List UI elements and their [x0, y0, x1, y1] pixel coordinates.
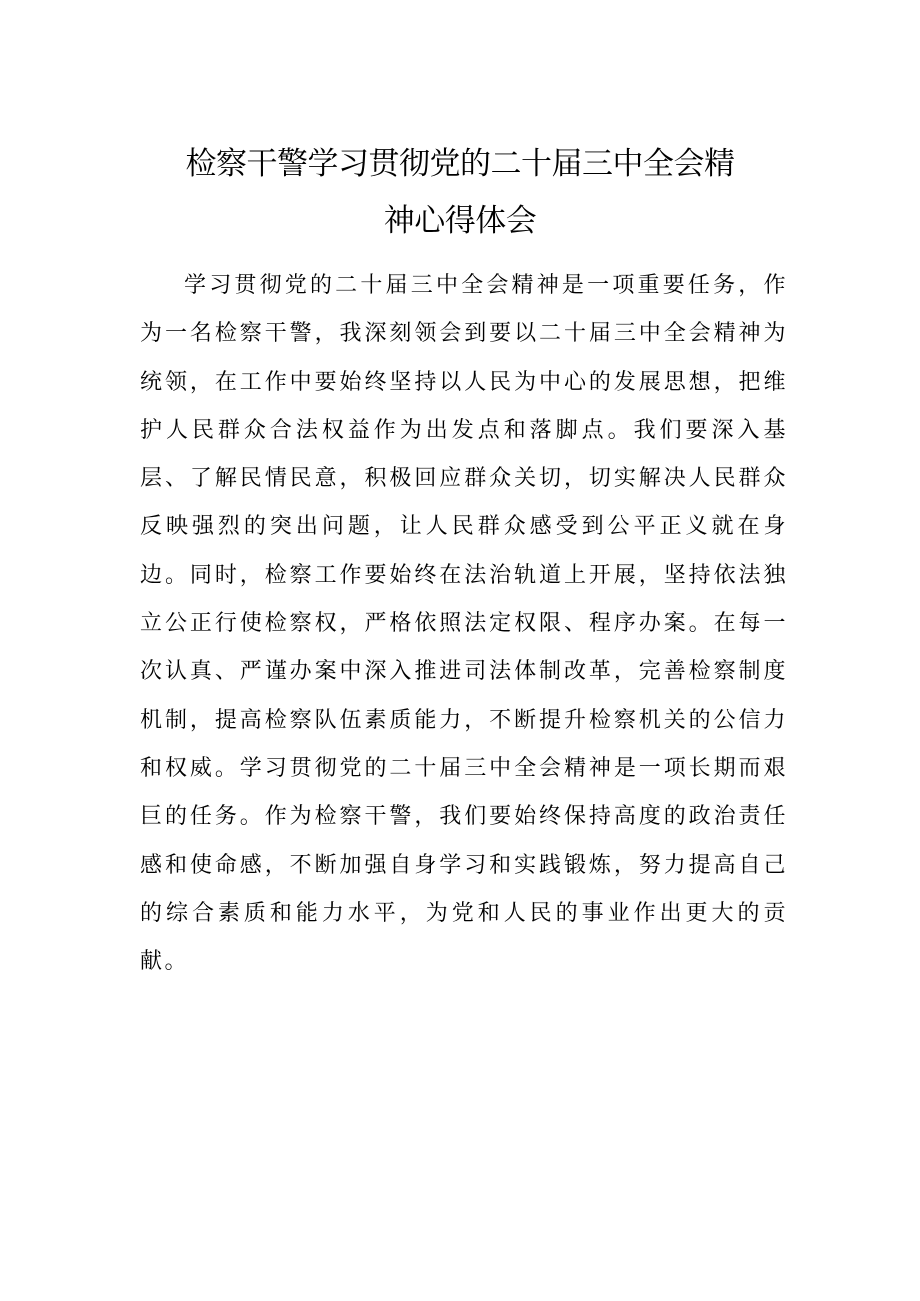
document-title [140, 136, 780, 250]
document-body-paragraph: 学习贯彻党的二十届三中全会精神是一项重要任务，作为一名检察干警，我深刻领会到要以二十届三中全会精神为统领，在工作中要始终坚持以人民为中心的发展思想，把维护人民群众合法权益作为出发点和落脚点。我们要深入基层、了解民情民意，积极回应群众关切，切实解决人民群众反映强烈的突出问题，让人民群众感受到公平正义就在身边。同时，检察工作要始终在法治轨道上开展，坚持依法独立公正行使检察权，严格依照法定权限、程序办案。在每一次认真、严谨办案中深入推进司法体制改革，完善检察制度机制，提高检察队伍素质能力，不断提升检察机关的公信力和权威。学习贯彻党的二十届三中全会精神是一项长期而艰巨的任务。作为检察干警，我们要始终保持高度的政治责任感和使命感，不断加强自身学习和实践锻炼，努力提高自己的综合素质和能力水平，为党和人民的事业作出更大的贡献。 [140, 273, 788, 975]
document-title-line-1: 检察干警学习贯彻党的二十届三中全会精 [185, 146, 735, 182]
document-title-line-2: 神心得体会 [383, 203, 537, 239]
